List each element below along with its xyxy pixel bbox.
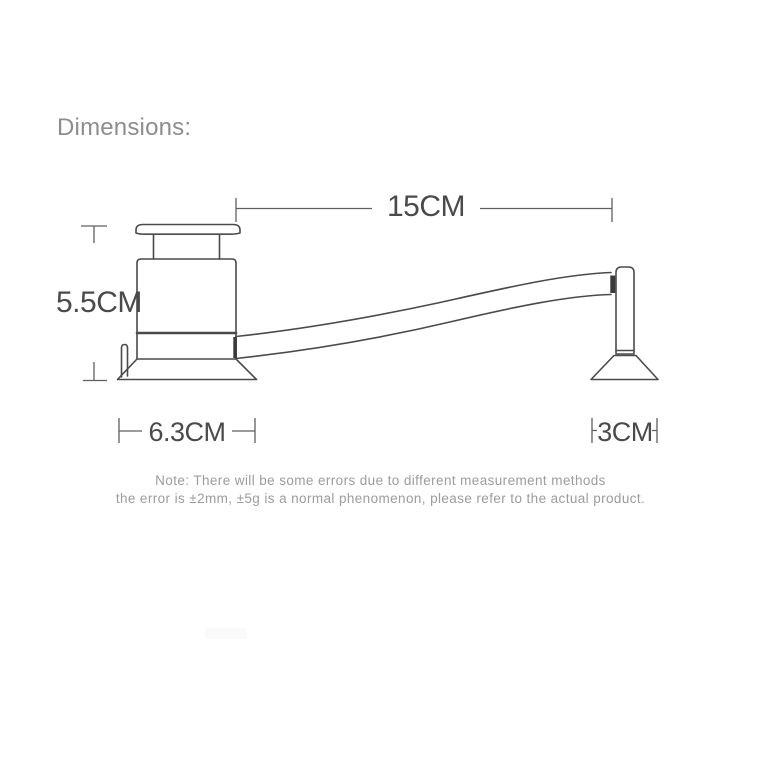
faint-watermark — [205, 628, 247, 639]
arm-bottom-line — [236, 295, 611, 359]
lamp-lower-band — [137, 334, 236, 359]
page-title: Dimensions: — [57, 114, 192, 141]
dimension-label-arm-length: 15CM — [386, 190, 466, 223]
gooseneck-arm — [236, 273, 611, 359]
arm-joint-right — [610, 276, 615, 294]
dimension-label-body-height: 5.5CM — [56, 286, 142, 319]
dim-55cm-top-tick — [81, 226, 107, 243]
foot-post — [616, 267, 634, 353]
measurement-note — [0, 472, 761, 508]
arm-top-line — [236, 273, 611, 337]
suction-foot-group — [591, 267, 658, 380]
lamp-cap — [136, 225, 240, 235]
note-line-1: Note: There will be some errors due to different measurement methods — [155, 473, 606, 488]
foot-collar — [616, 351, 634, 355]
foot-flared-base — [591, 356, 658, 380]
dim-55cm-bottom-tick — [83, 362, 107, 381]
arm-joint-left — [233, 337, 237, 358]
note-line-2: the error is ±2mm, ±5g is a normal phenomenon, please refer to the actual product. — [115, 491, 646, 506]
dimension-label-base-width: 6.3CM — [148, 417, 226, 447]
dimension-label-foot-width: 3CM — [597, 417, 653, 447]
lamp-flared-base — [118, 359, 257, 380]
lamp-neck — [154, 235, 220, 260]
lamp-main-body — [137, 259, 236, 333]
